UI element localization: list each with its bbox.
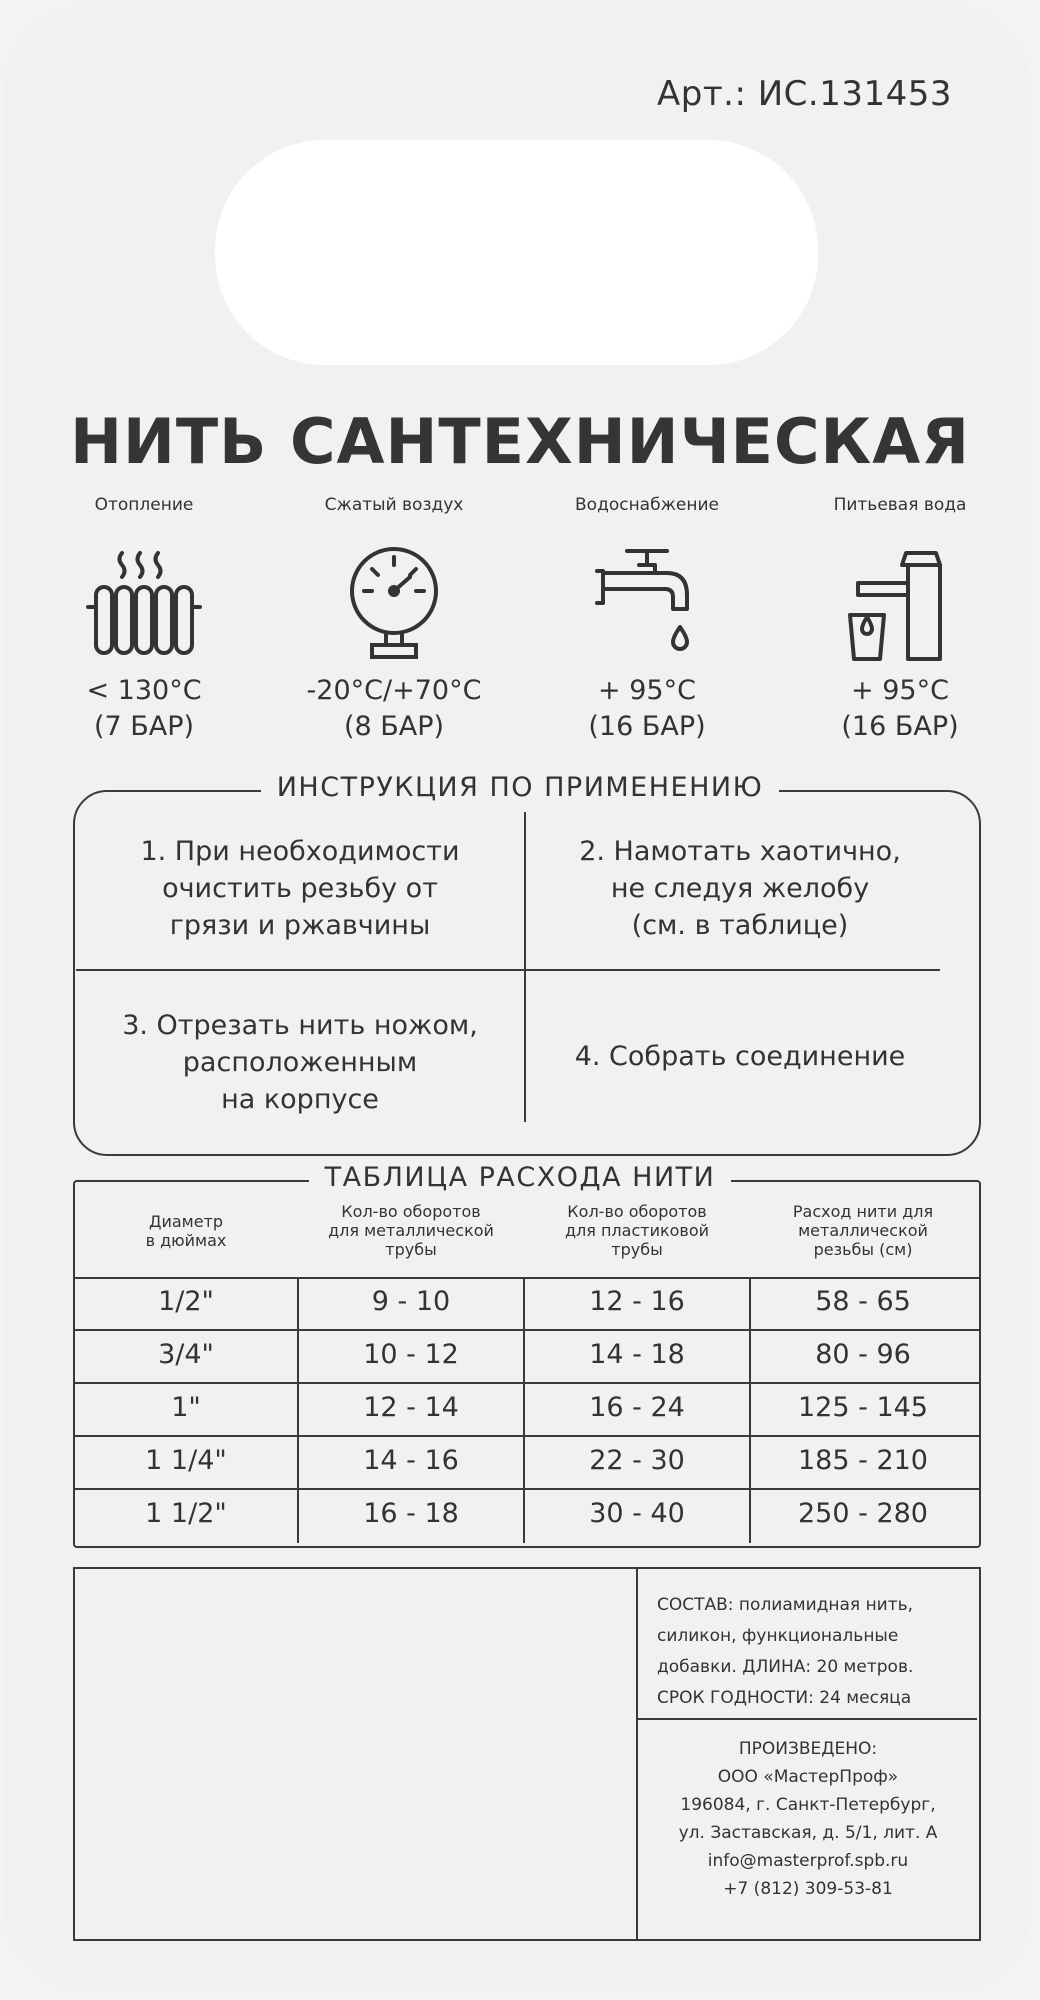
- instruction-step-4: [530, 1038, 950, 1075]
- instruction-line: (см. в таблице): [631, 910, 849, 941]
- cell-thread-length: 250 - 280: [798, 1498, 928, 1529]
- cell-metal-turns: 14 - 16: [363, 1445, 459, 1476]
- application-water-supply: [527, 495, 767, 745]
- composition-line: силикон, функциональные: [657, 1626, 899, 1646]
- cell-thread-length: 125 - 145: [798, 1392, 928, 1423]
- table-header-plastic-turns: [525, 1202, 749, 1259]
- application-label: Отопление: [94, 495, 194, 515]
- table-header-metal-turns: [299, 1202, 523, 1259]
- header-line: Диаметр: [148, 1212, 224, 1231]
- instruction-line: грязи и ржавчины: [169, 910, 431, 941]
- application-drinking-water: [780, 495, 1020, 745]
- cell-metal-turns: 9 - 10: [371, 1286, 451, 1317]
- instruction-line: 2. Намотать хаотично,: [579, 836, 901, 867]
- cell-thread-length: 58 - 65: [815, 1286, 911, 1317]
- application-heating: [24, 495, 264, 745]
- table-header-thread-length: [751, 1202, 975, 1259]
- application-label: Сжатый воздух: [324, 495, 464, 515]
- cell-thread-length: 80 - 96: [815, 1339, 911, 1370]
- application-pressure: (16 БАР): [588, 711, 706, 742]
- manufacturer-line: ООО «МастерПроф»: [717, 1767, 899, 1787]
- manufacturer-email: info@masterprof.spb.ru: [707, 1851, 909, 1871]
- instruction-line: 1. При необходимости: [140, 836, 460, 867]
- instruction-line: не следуя желобу: [610, 873, 870, 904]
- application-pressure: (7 БАР): [93, 711, 195, 742]
- application-pressure: (16 БАР): [841, 711, 959, 742]
- cell-plastic-turns: 22 - 30: [589, 1445, 685, 1476]
- product-title: НИТЬ САНТЕХНИЧЕСКАЯ: [70, 405, 970, 478]
- application-pressure: (8 БАР): [343, 711, 445, 742]
- header-line: трубы: [611, 1240, 663, 1259]
- instruction-line: 3. Отрезать нить ножом,: [122, 1010, 478, 1041]
- application-temp: + 95°C: [598, 675, 696, 706]
- table-grid-line: [75, 1488, 979, 1490]
- composition-line: СРОК ГОДНОСТИ: 24 месяца: [657, 1688, 912, 1708]
- instruction-line: очистить резьбу от: [162, 873, 438, 904]
- cell-diameter: 1 1/2": [145, 1498, 227, 1529]
- application-temp: + 95°C: [851, 675, 949, 706]
- application-label: Питьевая вода: [833, 495, 967, 515]
- manufacturer-line: 196084, г. Санкт-Петербург,: [680, 1795, 936, 1815]
- cell-diameter: 1/2": [158, 1286, 214, 1317]
- mixer-faucet-glass-icon: [840, 543, 960, 663]
- cell-metal-turns: 10 - 12: [363, 1339, 459, 1370]
- manufacturer-line: ПРОИЗВЕДЕНО:: [738, 1739, 878, 1759]
- instructions-vertical-divider: [524, 812, 526, 1122]
- manufacturer-info: [640, 1735, 976, 1903]
- instruction-line: расположенным: [182, 1047, 418, 1078]
- cell-plastic-turns: 16 - 24: [589, 1392, 685, 1423]
- cell-diameter: 3/4": [158, 1339, 214, 1370]
- cell-plastic-turns: 30 - 40: [589, 1498, 685, 1529]
- header-line: для пластиковой: [564, 1221, 710, 1240]
- header-line: металлической: [798, 1221, 928, 1240]
- composition-line: СОСТАВ: полиамидная нить,: [657, 1595, 914, 1615]
- instruction-line: 4. Собрать соединение: [574, 1041, 906, 1072]
- cell-diameter: 1": [171, 1392, 201, 1423]
- header-line: Кол-во оборотов: [341, 1202, 481, 1221]
- pressure-gauge-icon: [334, 543, 454, 663]
- instruction-step-2: [530, 833, 950, 944]
- instructions-title: ИНСТРУКЦИЯ ПО ПРИМЕНЕНИЮ: [261, 772, 780, 803]
- instructions-title-row: [0, 772, 1040, 803]
- table-title-row: [0, 1162, 1040, 1193]
- application-temp: < 130°C: [86, 675, 202, 706]
- header-line: Расход нити для: [792, 1202, 934, 1221]
- table-grid-line: [75, 1435, 979, 1437]
- bottom-vertical-divider: [636, 1569, 638, 1939]
- header-line: трубы: [385, 1240, 437, 1259]
- application-label: Водоснабжение: [575, 495, 719, 515]
- bottom-horizontal-divider: [638, 1718, 977, 1720]
- manufacturer-phone: +7 (812) 309-53-81: [723, 1879, 893, 1899]
- header-line: Кол-во оборотов: [567, 1202, 707, 1221]
- application-temp: -20°C/+70°C: [306, 675, 482, 706]
- cell-metal-turns: 16 - 18: [363, 1498, 459, 1529]
- cell-diameter: 1 1/4": [145, 1445, 227, 1476]
- instructions-horizontal-divider: [76, 969, 940, 971]
- header-line: в дюймах: [145, 1231, 227, 1250]
- header-line: для металлической: [328, 1221, 494, 1240]
- composition-text: [657, 1590, 973, 1714]
- instruction-line: на корпусе: [221, 1084, 379, 1115]
- hang-hole: [215, 140, 818, 365]
- application-compressed-air: [274, 495, 514, 745]
- composition-line: добавки. ДЛИНА: 20 метров.: [657, 1657, 914, 1677]
- header-line: резьбы (см): [813, 1240, 913, 1259]
- water-tap-icon: [587, 543, 707, 663]
- table-title: ТАБЛИЦА РАСХОДА НИТИ: [309, 1162, 732, 1193]
- table-grid-line: [75, 1277, 979, 1279]
- article-number: Арт.: ИС.131453: [657, 74, 952, 114]
- instruction-step-3: [90, 1007, 510, 1118]
- table-grid-line: [75, 1329, 979, 1331]
- instruction-step-1: [90, 833, 510, 944]
- table-header-diameter: [75, 1212, 297, 1250]
- cell-metal-turns: 12 - 14: [363, 1392, 459, 1423]
- cell-plastic-turns: 14 - 18: [589, 1339, 685, 1370]
- radiator-icon: [84, 543, 204, 663]
- cell-thread-length: 185 - 210: [798, 1445, 928, 1476]
- manufacturer-line: ул. Заставская, д. 5/1, лит. А: [678, 1823, 938, 1843]
- table-grid-line: [75, 1382, 979, 1384]
- cell-plastic-turns: 12 - 16: [589, 1286, 685, 1317]
